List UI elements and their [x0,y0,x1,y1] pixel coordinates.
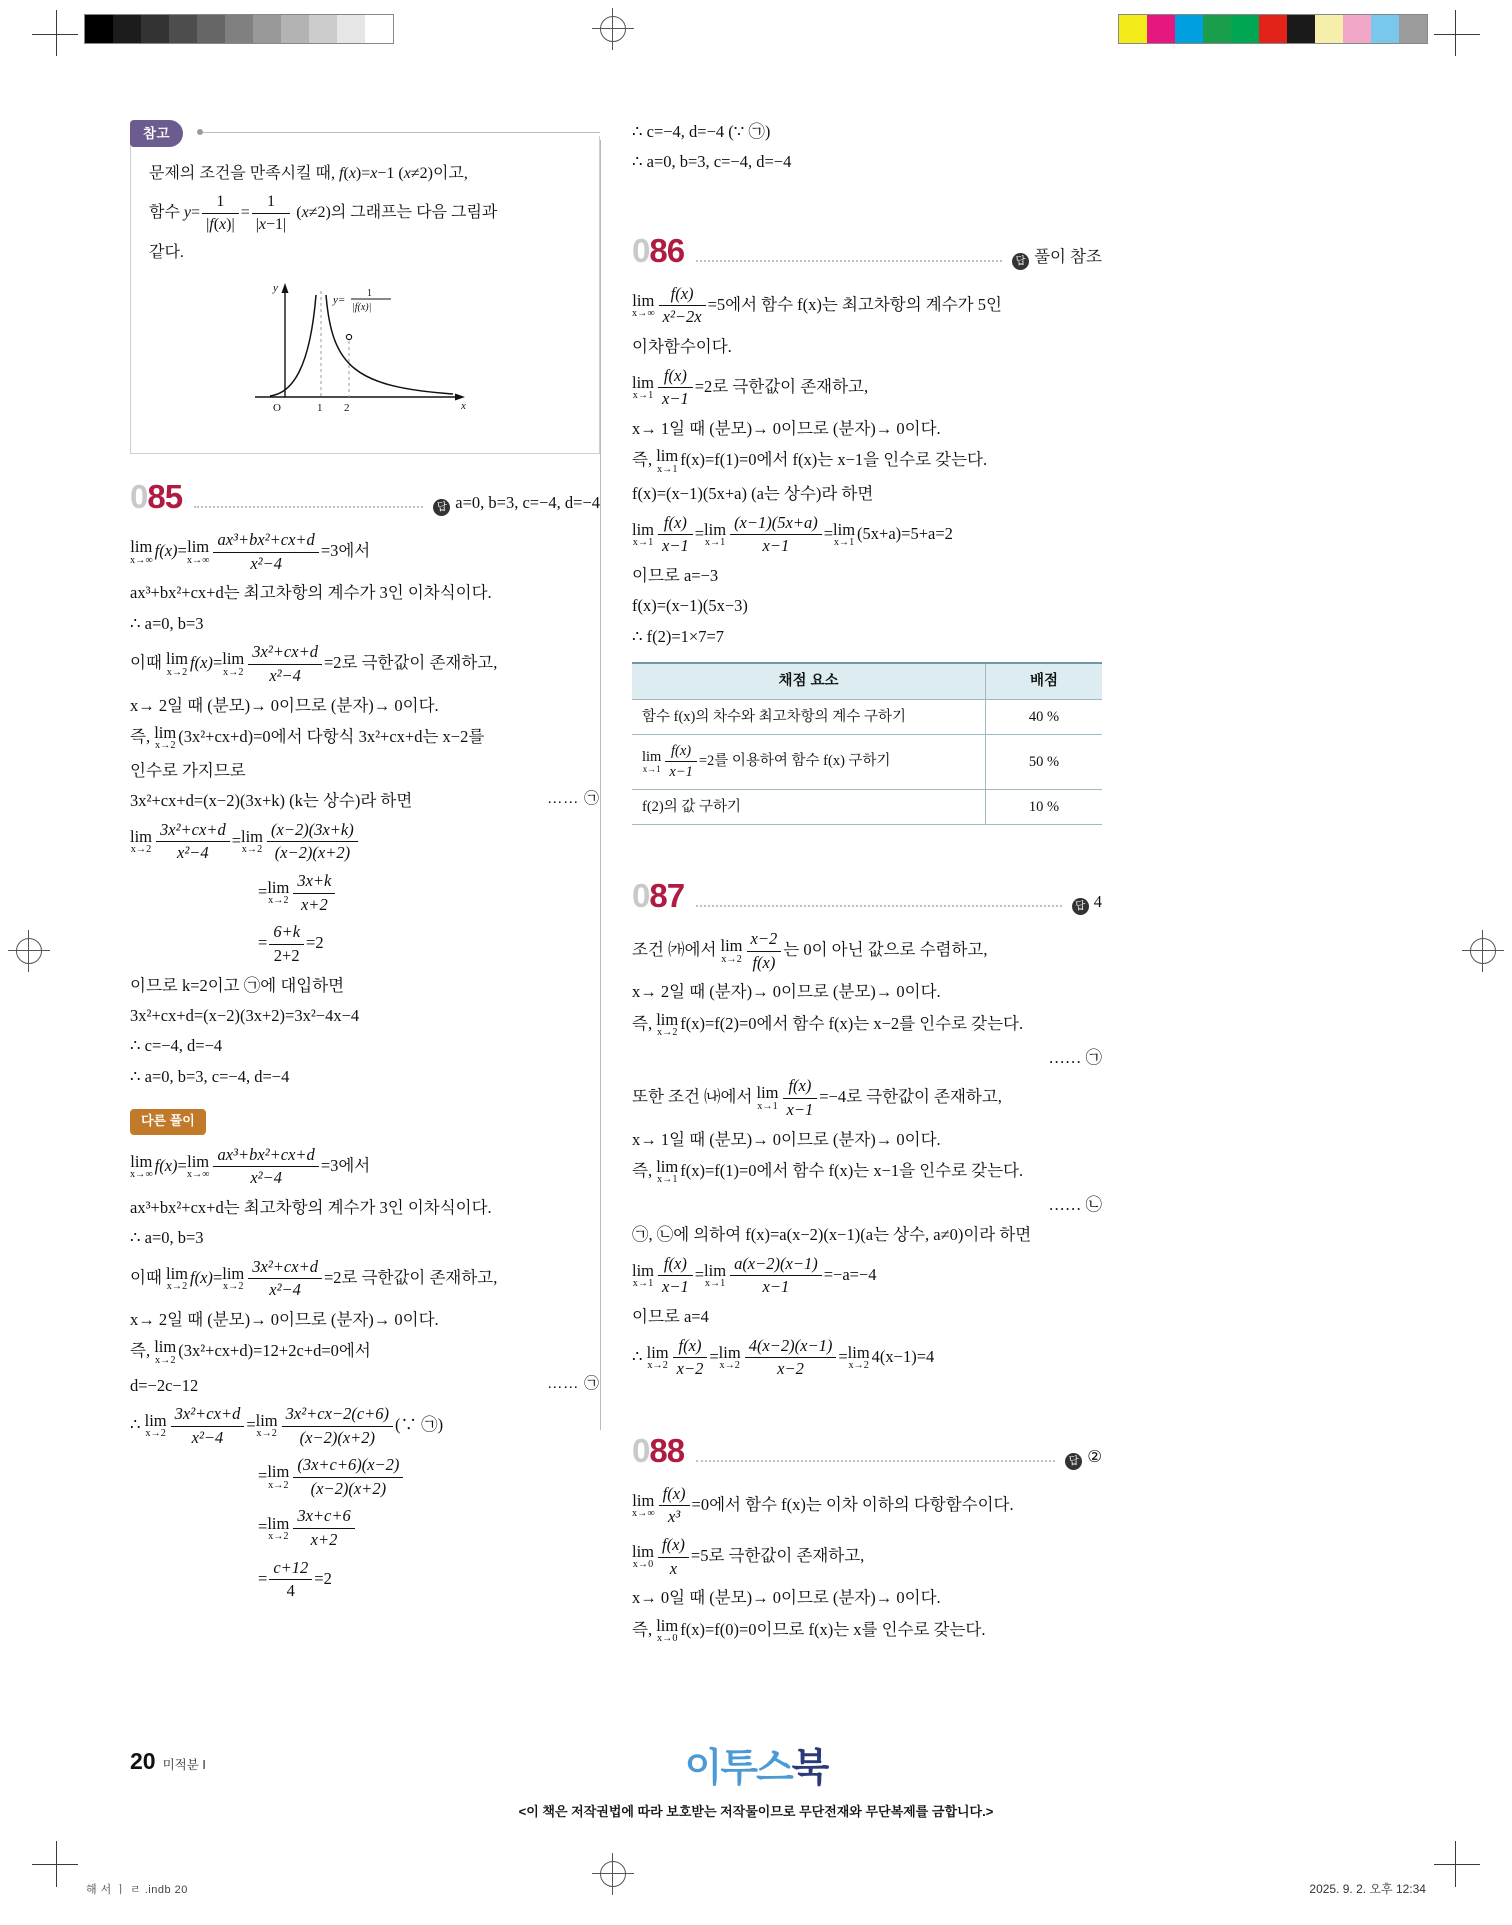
book-label: 미적분 Ⅰ [162,1758,206,1772]
answer-085: 답 a=0, b=3, c=−4, d=−4 [433,491,600,516]
color-swatch [1231,15,1259,43]
right-column [632,120,1102,1652]
answer-087: 답 4 [1072,890,1102,915]
sol086-line-8: 이므로 a=−3 [632,565,719,585]
sol086-line-10: ∴ f(2)=1×7=7 [632,626,725,646]
sol087-line-2: x→ 2일 때 (분자)→ 0이므로 (분모)→ 0이다. [632,982,941,1002]
sol086-line-3: lim x→1 $\frac{f(x)}{x-1}$ =2로 극한값이 존재하고, [632,365,869,409]
grayscale-calibration-strip [84,14,394,44]
crop-mark-bl-v [56,1841,57,1887]
sol085alt-line-11: = $\frac{c+12}{4}$ =2 [258,1557,332,1601]
logo-tail-text: 북 [791,1747,828,1790]
note-dot [197,129,203,135]
svg-text:1: 1 [317,402,323,415]
sol085-line-1: lim x→∞ f(x)= lim x→∞ $\frac{\text{ax³+bx²+cx+d}}{\text{x²−4}}$ =3에서 [130,530,371,573]
rubric-row [632,699,1102,735]
gray-swatch [253,15,281,43]
problem-header-087[interactable] [632,879,1102,915]
svg-text:x: x [461,400,466,413]
sol087-line-5: x→ 1일 때 (분모)→ 0이므로 (분자)→ 0이다. [632,1129,941,1149]
rubric-row [632,735,1102,789]
registration-mark-left [8,930,50,972]
sol085alt-line-6: 즉, lim x→2 (3x²+cx+d)=12+2c+d=0에서 [130,1337,371,1366]
crop-mark-tl-h [32,34,78,35]
sol085alt-ref-1: …… ㉠ [547,1375,600,1392]
publisher-logo [0,1737,1512,1793]
svg-text:1: 1 [367,288,372,300]
sol086-line-1: lim x→∞ $\frac{f(x)}{\text{x²−2x}}$ =5에서 함수 f(x)는 최고차항의 계수가 5인 [632,283,1002,327]
svg-text:O: O [273,402,281,415]
leader-dots [194,505,423,508]
sol087-line-8: lim x→1 $\frac{f(x)}{x-1}$ = lim x→1 $\frac{a(x-2)(x-1)}{x-1}$ =−a=−4 [632,1253,877,1297]
problem-number-088: 088 [632,1431,685,1469]
sol087-line-6: 즉, lim x→1 f(x)=f(1)=0에서 함수 f(x)는 x−1을 인수로 갖는다. [632,1156,1024,1186]
source-file-label: 해 서 ㅣ ㄹ .indb 20 [86,1884,188,1896]
rubric-item: 함수 f(x)의 차수와 최고차항의 계수 구하기 [632,699,986,735]
registration-mark-top [592,8,634,50]
alt-solution-tag-wrap [130,1095,600,1144]
registration-mark-right [1462,930,1504,972]
sol085-line-11: = $\frac{6+k}{2+2}$ =2 [258,922,324,965]
sol085-carry-line-1: ∴ c=−4, d=−4 (∵ ㉠) [632,122,771,141]
sol087-line-10: ∴ lim x→2 $\frac{f(x)}{x-2}$ = lim x→2 $\frac{4(x-2)(x-1)}{x-2}$ = lim x→2 4(x−1)=4 [632,1335,935,1379]
sol085alt-line-8: ∴ lim x→2 $\frac{\text{3x²+cx+d}}{\text{x²−4}}$ = lim x→2 $\frac{\text{3x²+cx−2(c+6)}}{(x-2)(x+2)}$ (∵ ㉠) [130,1403,444,1447]
crop-mark-tr-v [1455,10,1456,56]
gray-swatch [197,15,225,43]
sol086-line-7: lim x→1 $\frac{f(x)}{x-1}$ = lim x→1 $\frac{(x-1)(5x+a)}{x-1}$ = lim x→1 (5x+a)=5+a=2 [632,512,953,556]
sol086-line-5: 즉, lim x→1 f(x)=f(1)=0에서 f(x)는 x−1을 인수로 갖는다. [632,446,988,475]
sol085-line-14: ∴ c=−4, d=−4 [130,1036,223,1056]
sol085alt-line-1: lim x→∞ f(x)= lim x→∞ $\frac{\text{ax³+bx²+cx+d}}{\text{x²−4}}$ =3에서 [130,1144,371,1188]
crop-mark-tr-h [1434,34,1480,35]
problem-number-085: 085 [130,478,183,516]
crop-mark-br-h [1434,1864,1480,1865]
sol085alt-line-5: x→ 2일 때 (분모)→ 0이므로 (분자)→ 0이다. [130,1310,439,1330]
gray-swatch [169,15,197,43]
answer-badge-icon: 답 [1065,1453,1082,1470]
print-timestamp: 2025. 9. 2. 오후 12:34 [1309,1882,1426,1896]
color-swatch [1175,15,1203,43]
sol087-ref-1: …… ㉠ [1048,1047,1102,1067]
reciprocal-abs-graph-svg [215,275,515,425]
sol085alt-line-3: ∴ a=0, b=3 [130,1228,204,1248]
rubric-item: lim x→1 $\frac{f(x)}{x-1}$ =2를 이용하여 함수 f(x) 구하기 [632,735,986,789]
sol085-carry-line-2: ∴ a=0, b=3, c=−4, d=−4 [632,152,792,172]
note-tag-label: 참고 [130,120,183,147]
crop-mark-bl-h [32,1864,78,1865]
sol085-line-2: ax³+bx²+cx+d는 최고차항의 계수가 3인 이차식이다. [130,583,492,603]
sol085-line-3: ∴ a=0, b=3 [130,613,204,633]
color-swatch [1287,15,1315,43]
rubric-points: 40 % [986,699,1103,735]
color-swatch [1343,15,1371,43]
color-swatch [1203,15,1231,43]
left-column [130,120,600,1609]
gray-swatch [309,15,337,43]
sol085-line-9: lim x→2 $\frac{\text{3x²+cx+d}}{\text{x²−4}}$ = lim x→2 $\frac{(x-2)(3x+k)}{(x-2)(x+2)}$ [130,820,600,864]
sol085-line-12: 이므로 k=2이고 ㉠에 대입하면 [130,975,345,995]
rubric-header-item: 채점 요소 [632,663,986,699]
sol086-line-4: x→ 1일 때 (분모)→ 0이므로 (분자)→ 0이다. [632,418,941,438]
sol087-line-1: 조건 ㈎에서 lim x→2 $\frac{x-2}{f(x)}$ 는 0이 아닌 값으로 수렴하고, [632,929,988,972]
sol085-line-8: …… ㉠ 3x²+cx+d=(x−2)(3x+k) (k는 상수)라 하면 [130,791,600,811]
sol086-line-9: f(x)=(x−1)(5x−3) [632,596,748,616]
sol085-line-7: 인수로 가지므로 [130,760,246,780]
rubric-item: f(2)의 값 구하기 [632,789,986,825]
sol085-ref-1: …… ㉠ [547,791,600,808]
sol085-line-5: x→ 2일 때 (분모)→ 0이므로 (분자)→ 0이다. [130,695,439,715]
rubric-header-points: 배점 [986,663,1103,699]
sol085-line-13: 3x²+cx+d=(x−2)(3x+2)=3x²−4x−4 [130,1005,360,1025]
color-swatch [1259,15,1287,43]
sol085-line-6: 즉, lim x→2 (3x²+cx+d)=0에서 다항식 3x²+cx+d는 x−2를 [130,722,485,752]
leader-dots [696,904,1062,907]
sol086-line-6: f(x)=(x−1)(5x+a) (a는 상수)라 하면 [632,484,874,504]
gray-swatch [225,15,253,43]
problem-number-087: 087 [632,877,685,915]
sol085alt-line-10: = lim x→2 $\frac{3x+c+6}{x+2}$ [130,1506,600,1550]
logo-main-text: 이투스 [684,1747,792,1790]
note-body [130,136,600,454]
gray-swatch [141,15,169,43]
crop-mark-br-v [1455,1841,1456,1887]
color-swatch [1119,15,1147,43]
sol085-line-4: 이때 lim x→2 f(x)= lim x→2 $\frac{\text{3x²+cx+d}}{\text{x²−4}}$ =2로 극한값이 존재하고, [130,642,498,685]
sol088-line-4: 즉, lim x→0 f(x)=f(0)=0이므로 f(x)는 x를 인수로 갖는다. [632,1615,986,1645]
rubric-row [632,789,1102,825]
color-swatch [1399,15,1427,43]
answer-088: 답 ② [1065,1445,1102,1470]
leader-dots [696,259,1002,262]
sol085-line-10: = lim x→2 $\frac{3x+k}{x+2}$ [130,871,600,915]
rubric-points: 50 % [986,735,1103,789]
sol085-line-15: ∴ a=0, b=3, c=−4, d=−4 [130,1066,290,1086]
sol087-line-7: ㉠, ㉡에 의하여 f(x)=a(x−2)(x−1)(a는 상수, a≠0)이라 하면 [632,1225,1032,1245]
answer-badge-icon: 답 [1072,898,1089,915]
sol085alt-line-4: 이때 lim x→2 f(x)= lim x→2 $\frac{\text{3x²+cx+d}}{\text{x²−4}}$ =2로 극한값이 존재하고, [130,1256,498,1300]
column-divider [600,140,601,1430]
problem-header-085[interactable] [130,480,600,516]
note-line-3: 같다. [149,244,184,262]
note-line-1: 문제의 조건을 만족시킬 때, f(x)=x−1 (x≠2)이고, [149,165,468,183]
sol088-line-2: lim x→0 $\frac{f(x)}{x}$ =5로 극한값이 존재하고, [632,1535,865,1578]
note-line-2: 함수 y= $\frac{1}{|f(x)|}$ = $\frac{1}{|x-1|}$ (x≠2)의 그래프는 다음 그림과 [149,193,498,234]
sol087-line-4: 또한 조건 ㈏에서 lim x→1 $\frac{f(x)}{x-1}$ =−4로 극한값이 존재하고, [632,1076,1002,1119]
leader-dots [696,1459,1055,1462]
gray-swatch [337,15,365,43]
svg-text:|f(x)|: |f(x)| [352,302,372,314]
problem-header-086[interactable] [632,231,1102,270]
page-number: 20 [130,1748,156,1774]
note-rule [202,132,600,133]
sol088-line-3: x→ 0일 때 (분모)→ 0이므로 (분자)→ 0이다. [632,1588,941,1608]
rubric-points: 10 % [986,789,1103,825]
crop-mark-tl-v [56,10,57,56]
registration-mark-bottom [592,1853,634,1895]
gray-swatch [281,15,309,43]
rubric-header-row [632,663,1102,699]
svg-text:y=: y= [333,294,346,307]
color-calibration-strip [1118,14,1428,44]
sol087-line-9: 이므로 a=4 [632,1307,709,1327]
scoring-rubric-table [632,662,1102,825]
answer-086: 답 풀이 참조 [1012,245,1102,270]
color-swatch [1371,15,1399,43]
sol085alt-line-7: …… ㉠ d=−2c−12 [130,1375,600,1395]
problem-header-088[interactable] [632,1431,1102,1470]
sol085alt-line-2: ax³+bx²+cx+d는 최고차항의 계수가 3인 이차식이다. [130,1197,492,1217]
color-swatch [1147,15,1175,43]
sol087-ref-2: …… ㉡ [1048,1195,1102,1215]
gray-swatch [85,15,113,43]
alt-solution-tag: 다른 풀이 [130,1109,206,1134]
answer-badge-icon: 답 [433,499,450,516]
svg-text:y: y [273,282,278,295]
gray-swatch [365,15,393,43]
note-box [130,120,600,454]
sol085alt-line-9: = lim x→2 $\frac{(3x+c+6)(x-2)}{(x-2)(x+2)}$ [130,1455,600,1499]
sol088-line-1: lim x→∞ $\frac{f(x)}{\text{x³}}$ =0에서 함수 f(x)는 이차 이하의 다항함수이다. [632,1483,1014,1527]
answer-badge-icon: 답 [1012,253,1029,270]
sol087-line-3: 즉, lim x→2 f(x)=f(2)=0에서 함수 f(x)는 x−2를 인수로 갖는다. [632,1009,1024,1039]
sol086-line-2: 이차함수이다. [632,337,732,357]
copyright-notice: <이 책은 저작권법에 따라 보호받는 저작물이므로 무단전재와 무단복제를 금합니다.> [518,1804,994,1819]
svg-text:2: 2 [344,402,350,415]
color-swatch [1315,15,1343,43]
graph-figure [149,275,581,437]
gray-swatch [113,15,141,43]
problem-number-086: 086 [632,231,685,269]
